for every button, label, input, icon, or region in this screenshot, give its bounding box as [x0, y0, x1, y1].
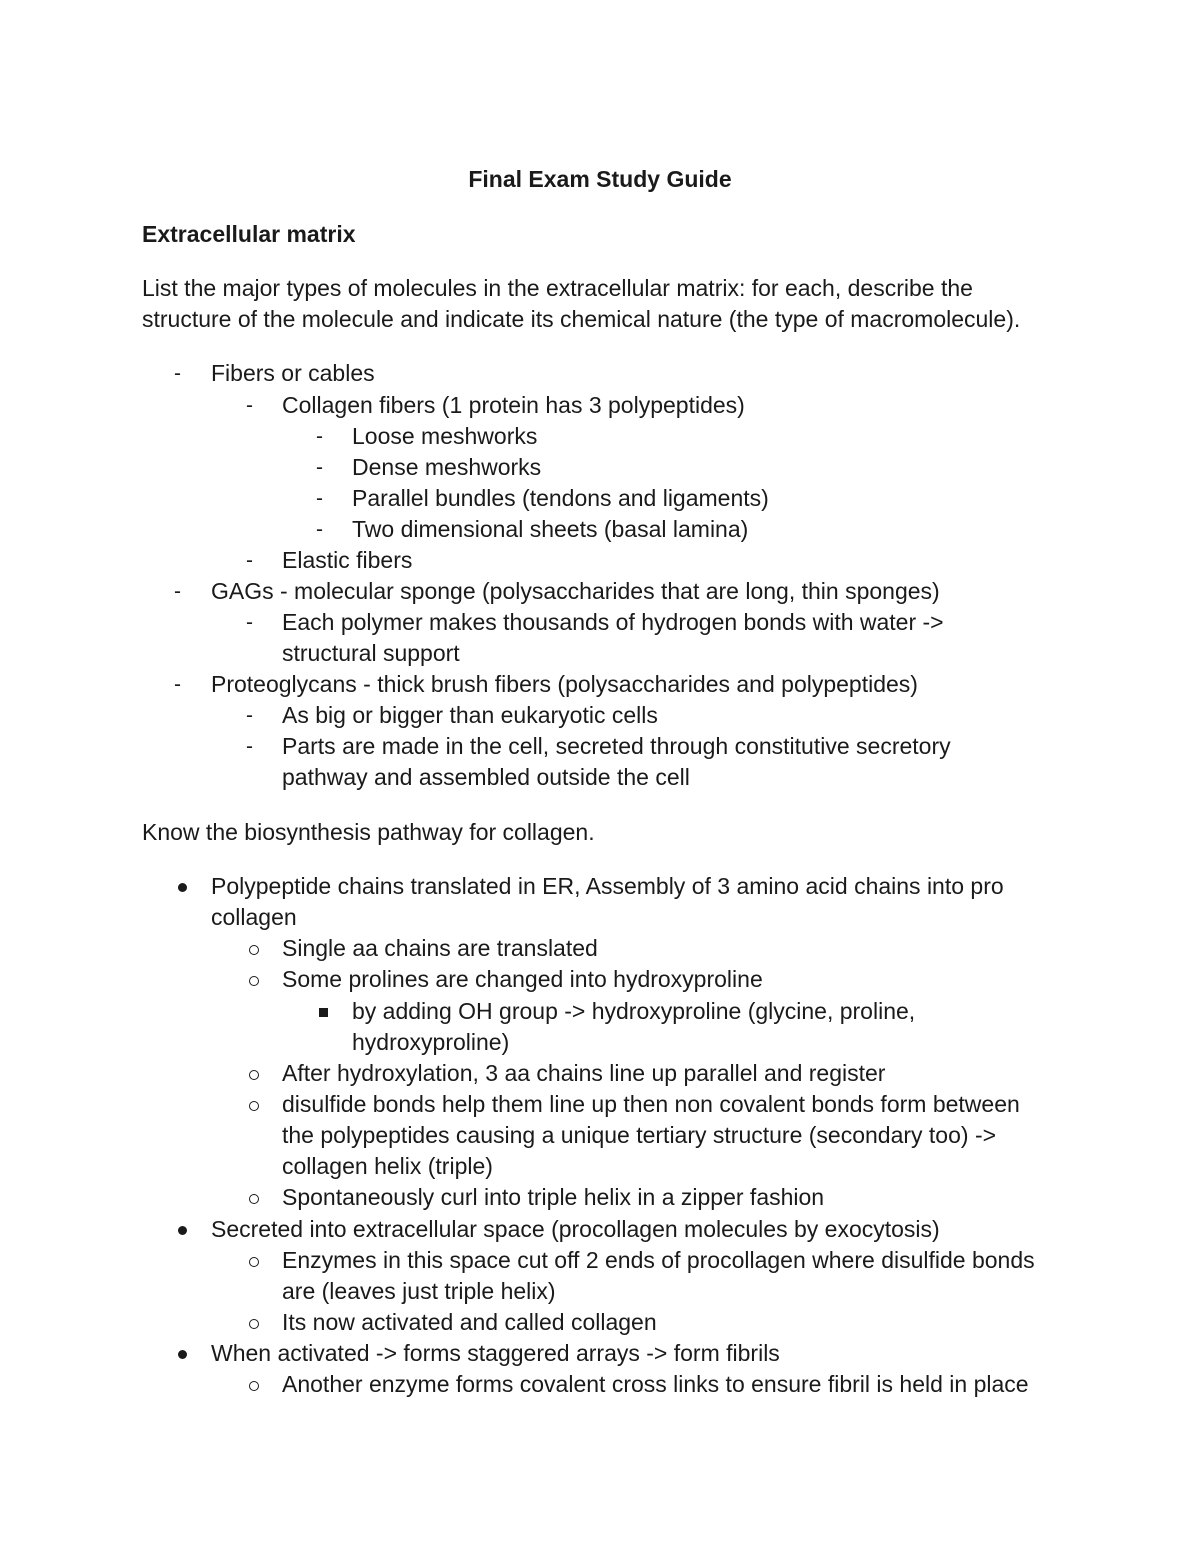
list-item: Collagen fibers (1 protein has 3 polypeptides): [282, 392, 745, 418]
bullet-circle: [249, 945, 259, 955]
dash-marker: -: [316, 456, 323, 479]
bullet-circle: [249, 1101, 259, 1111]
list-item: When activated -> forms staggered arrays -> form fibrils: [211, 1340, 780, 1366]
dash-marker: -: [246, 704, 253, 727]
list-item: disulfide bonds help them line up then non covalent bonds form between: [282, 1091, 1020, 1117]
list-item: Some prolines are changed into hydroxyproline: [282, 966, 763, 992]
list-item: GAGs - molecular sponge (polysaccharides that are long, thin sponges): [211, 578, 940, 604]
list-item-continuation: hydroxyproline): [352, 1029, 510, 1055]
list-item: Spontaneously curl into triple helix in a zipper fashion: [282, 1184, 825, 1210]
dash-marker: -: [246, 735, 253, 758]
list-item-continuation: structural support: [282, 640, 460, 666]
document-title: Final Exam Study Guide: [468, 166, 732, 192]
list-item: Secreted into extracellular space (procollagen molecules by exocytosis): [211, 1216, 940, 1242]
bullet-dot: [178, 1350, 187, 1359]
list-item-continuation: collagen helix (triple): [282, 1153, 493, 1179]
bullet-dot: [178, 883, 187, 892]
list-item: Parts are made in the cell, secreted through constitutive secretory: [282, 733, 951, 759]
list-item-continuation: are (leaves just triple helix): [282, 1278, 556, 1304]
list-item: Enzymes in this space cut off 2 ends of procollagen where disulfide bonds: [282, 1247, 1035, 1273]
list-item: Loose meshworks: [352, 423, 538, 449]
question-1-line-2: structure of the molecule and indicate its chemical nature (the type of macromolecule).: [142, 306, 1021, 332]
list-item: After hydroxylation, 3 aa chains line up parallel and register: [282, 1060, 886, 1086]
bullet-circle: [249, 1257, 259, 1267]
bullet-circle: [249, 1381, 259, 1391]
list-item: Proteoglycans - thick brush fibers (polysaccharides and polypeptides): [211, 671, 918, 697]
bullet-circle: [249, 1070, 259, 1080]
dash-marker: -: [316, 425, 323, 448]
list-item: Two dimensional sheets (basal lamina): [352, 516, 749, 542]
dash-marker: -: [174, 673, 181, 696]
bullet-circle: [249, 1194, 259, 1204]
list-item: Single aa chains are translated: [282, 935, 598, 961]
list-item: As big or bigger than eukaryotic cells: [282, 702, 658, 728]
bullet-circle: [249, 1319, 259, 1329]
list-item: Its now activated and called collagen: [282, 1309, 657, 1335]
list-item: Each polymer makes thousands of hydrogen bonds with water ->: [282, 609, 944, 635]
bullet-dot: [178, 1226, 187, 1235]
list-item-continuation: the polypeptides causing a unique tertiary structure (secondary too) ->: [282, 1122, 997, 1148]
bullet-circle: [249, 976, 259, 986]
bullet-square: [319, 1008, 328, 1017]
dash-marker: -: [246, 611, 253, 634]
dash-marker: -: [174, 580, 181, 603]
section-heading: Extracellular matrix: [142, 221, 356, 247]
dash-marker: -: [316, 518, 323, 541]
list-item-continuation: pathway and assembled outside the cell: [282, 764, 690, 790]
dash-marker: -: [174, 362, 181, 385]
list-item: Another enzyme forms covalent cross links to ensure fibril is held in place: [282, 1371, 1029, 1397]
list-item: Elastic fibers: [282, 547, 413, 573]
question-2: Know the biosynthesis pathway for collagen.: [142, 819, 595, 845]
list-item: Dense meshworks: [352, 454, 542, 480]
list-item: Polypeptide chains translated in ER, Assembly of 3 amino acid chains into pro: [211, 873, 1004, 899]
dash-marker: -: [246, 394, 253, 417]
list-item: by adding OH group -> hydroxyproline (glycine, proline,: [352, 998, 916, 1024]
list-item: Parallel bundles (tendons and ligaments): [352, 485, 769, 511]
question-1-line-1: List the major types of molecules in the extracellular matrix: for each, describe the: [142, 275, 973, 301]
dash-marker: -: [316, 487, 323, 510]
list-item: Fibers or cables: [211, 360, 375, 386]
dash-marker: -: [246, 549, 253, 572]
list-item-continuation: collagen: [211, 904, 297, 930]
